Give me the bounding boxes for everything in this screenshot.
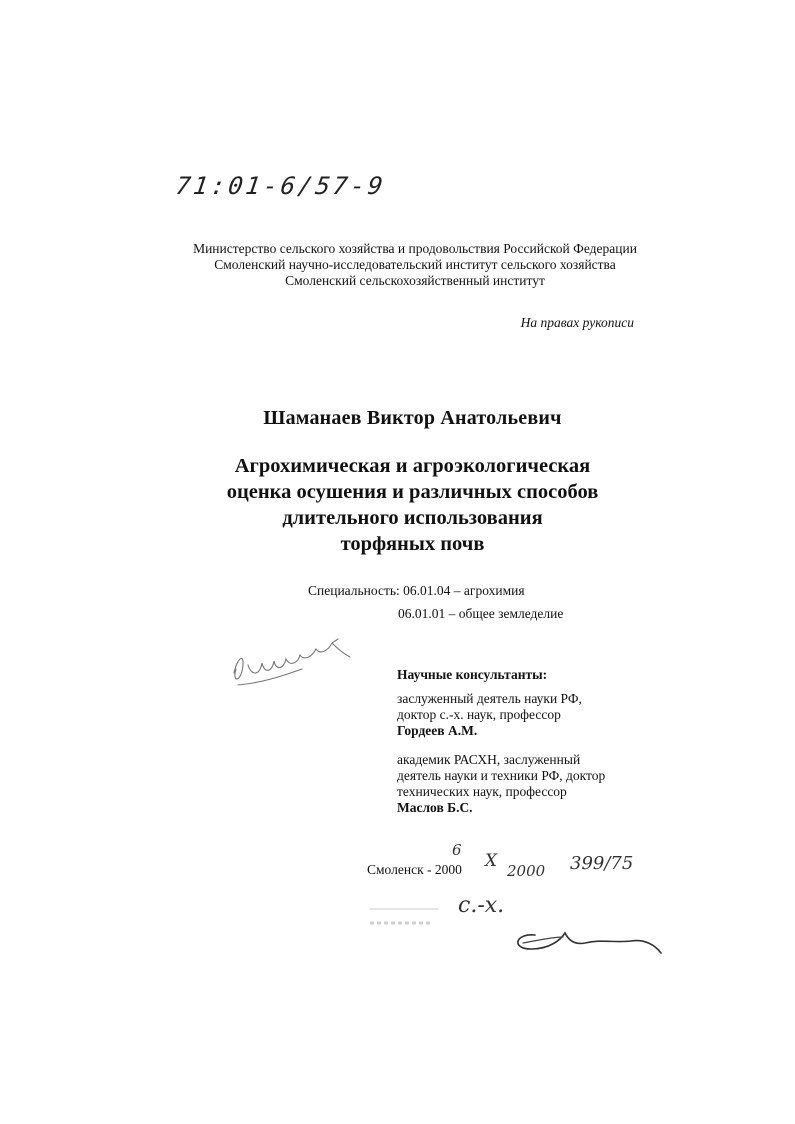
title-line-2: оценка осушения и различных способов: [226, 481, 599, 503]
specialty-line-2: 06.01.01 – общее земледелие: [398, 606, 564, 621]
title-line-3: длительного использования: [282, 507, 543, 529]
advisor-1-name: Гордеев А.М.: [397, 723, 478, 738]
advisor-2-title-line-1: академик РАСХН, заслуженный: [397, 752, 581, 767]
handwritten-catalog-number: 71:01-6/57-9: [174, 172, 388, 200]
handwritten-date-month: X: [485, 851, 498, 871]
research-institute-name: Смоленский научно-исследовательский институт сельского хозяйства: [214, 257, 616, 272]
advisors-heading: Научные консультанты:: [397, 667, 548, 682]
agri-institute-name: Смоленский сельскохозяйственный институт: [285, 273, 545, 288]
handwritten-note: с.-х.: [458, 893, 505, 918]
advisor-1-title-line-1: заслуженный деятель науки РФ,: [397, 691, 582, 706]
advisor-2-name: Маслов Б.С.: [397, 800, 473, 815]
handwritten-date-day: 6: [452, 841, 462, 859]
handwritten-registration-number: 399/75: [570, 853, 634, 874]
handwritten-signature-bottom: [505, 915, 665, 960]
faint-stamp-marks: [368, 903, 448, 931]
author-name: Шаманаев Виктор Анатольевич: [263, 407, 562, 429]
handwritten-date-year: 2000: [507, 862, 546, 880]
title-line-4: торфяных почв: [340, 533, 485, 555]
manuscript-rights-note: На правах рукописи: [520, 315, 634, 330]
advisor-1-title-line-2: доктор с.-х. наук, профессор: [397, 707, 561, 722]
title-line-1: Агрохимическая и агроэкологическая: [234, 455, 591, 477]
handwritten-signature-scribble: [220, 625, 360, 695]
specialty-line-1: Специальность: 06.01.04 – агрохимия: [308, 583, 525, 598]
city-year: Смоленск - 2000: [367, 862, 462, 877]
advisor-2-title-line-2: деятель науки и техники РФ, доктор: [397, 768, 606, 783]
ministry-name: Министерство сельского хозяйства и продовольствия Российской Федерации: [193, 241, 637, 256]
advisor-2-title-line-3: технических наук, профессор: [397, 784, 567, 799]
